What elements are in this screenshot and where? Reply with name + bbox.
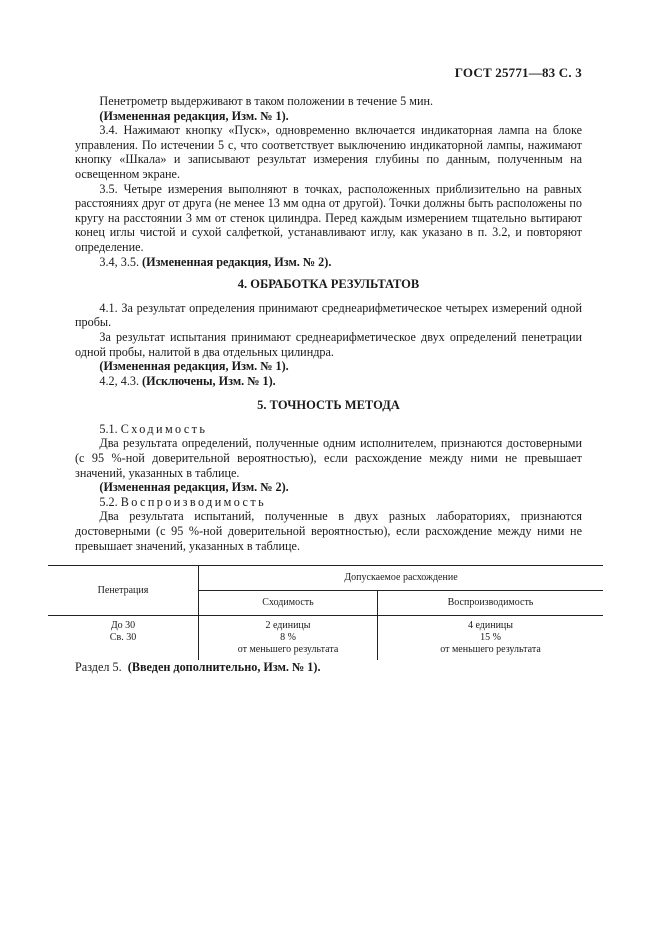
amendment-note: (Измененная редакция, Изм. № 1). xyxy=(99,359,289,374)
table-cell-repeatability xyxy=(199,616,378,661)
section-5-footer xyxy=(75,660,582,675)
cell-line: 4 единицы xyxy=(467,620,514,632)
clause-ref: 5.1. xyxy=(99,421,118,436)
clause-ref: 3.4, 3.5. xyxy=(99,254,139,269)
subsection-5-2-heading xyxy=(75,495,582,510)
subsection-title: Сходимость xyxy=(120,421,208,436)
section-heading-4: 4. ОБРАБОТКА РЕЗУЛЬТАТОВ xyxy=(237,277,420,292)
amendment-note: (Введен дополнительно, Изм. № 1). xyxy=(127,660,321,675)
cell-line: от меньшего результата xyxy=(237,644,339,656)
cell-line: 2 единицы xyxy=(265,620,311,632)
cell-line: Св. 30 xyxy=(109,632,137,644)
clause-ref: 5.2. xyxy=(99,494,118,509)
cell-line: До 30 xyxy=(110,620,136,632)
precision-table-wrapper xyxy=(48,565,603,660)
subsection-title: Воспроизводимость xyxy=(120,494,267,509)
amendment-note: (Исключены, Изм. № 1). xyxy=(142,373,276,388)
subsection-5-1-heading xyxy=(75,422,582,437)
document-body xyxy=(75,94,582,675)
cell-line: от меньшего результата xyxy=(440,644,541,656)
table-cell-penetration xyxy=(48,616,199,661)
amendment-note: (Измененная редакция, Изм. № 1). xyxy=(99,108,289,123)
paragraph-penetrometer-hold: Пенетрометр выдерживают в таком положении в течение 5 мин. xyxy=(99,94,434,108)
paragraph-repeatability: Два результата определений, полученные одним исполнителем, признаются достоверными (с 95 %-ной доверительной вероятностью), если расхождение между ними не превышает значений, указанных в таблице. xyxy=(75,436,582,480)
precision-table xyxy=(48,565,603,660)
table-cell-reproducibility xyxy=(378,616,604,661)
column-header-reproducibility: Воспроизводимость xyxy=(378,591,604,616)
cell-line: 8 % xyxy=(280,632,296,644)
paragraph-amendment-3-4-3-5 xyxy=(75,255,582,270)
amendment-note: (Измененная редакция, Изм. № 2). xyxy=(99,480,289,495)
page-header: ГОСТ 25771—83 С. 3 xyxy=(454,65,582,80)
paragraph-test-result: За результат испытания принимают среднеарифметическое двух определений пенетрации одной пробы, налитой в два отдельных цилиндра. xyxy=(75,329,582,359)
amendment-note: (Измененная редакция, Изм. № 2). xyxy=(142,254,332,269)
column-header-penetration: Пенетрация xyxy=(97,584,149,596)
paragraph-3-5: 3.5. Четыре измерения выполняют в точках, расположенных приблизительно на равных расстояниях друг от друга (не менее 13 мм одна от другой). Точки должны быть расположены по кругу на расстоянии 3 мм от стенок цилиндра. Перед каждым измерением тщательно вытирают конец иглы чистой и сухой салфеткой, устанавливают иглу, как указано в п. 3.2, и повторяют определение. xyxy=(75,181,582,254)
section-heading-5: 5. ТОЧНОСТЬ МЕТОДА xyxy=(257,398,400,413)
paragraph-4-2-4-3 xyxy=(75,374,582,389)
column-header-group: Допускаемое расхождение xyxy=(199,566,604,591)
table-row xyxy=(48,616,603,661)
clause-ref: Раздел 5. xyxy=(75,660,122,675)
cell-line: 15 % xyxy=(480,632,501,644)
paragraph-3-4: 3.4. Нажимают кнопку «Пуск», одновременно включается индикаторная лампа на блоке управления. По истечении 5 с, что соответствует выключению индикаторной лампы, нажимают кнопку «Шкала» и записывают результат измерения глубины по данным, полученным на освещенном экране. xyxy=(75,123,582,181)
paragraph-4-1: 4.1. За результат определения принимают среднеарифметическое четырех измерений одной пробы. xyxy=(75,300,582,330)
paragraph-reproducibility: Два результата испытаний, полученные в двух разных лабораториях, признаются достоверными (с 95 %-ной доверительной вероятностью), если расхождение между ними не превышает значений, указанных в таблице. xyxy=(75,509,582,553)
clause-ref: 4.2, 4.3. xyxy=(99,373,139,388)
column-header-repeatability: Сходимость xyxy=(199,591,378,616)
